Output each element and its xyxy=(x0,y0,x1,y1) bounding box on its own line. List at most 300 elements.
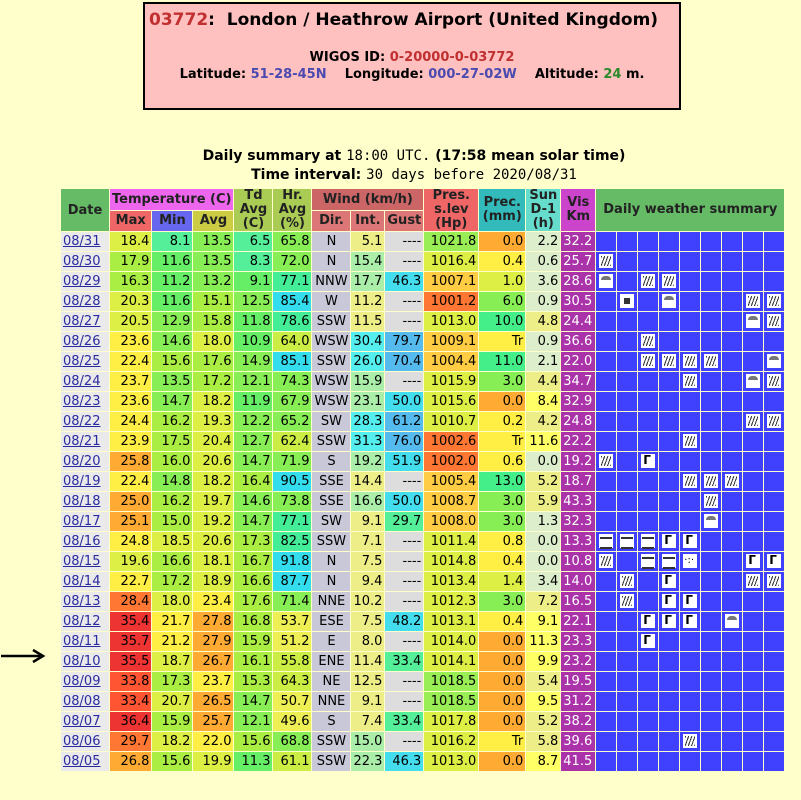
weather-icon-cell xyxy=(722,592,742,611)
table-row xyxy=(61,452,784,471)
weather-icon-cell xyxy=(617,592,637,611)
weather-icon-cell xyxy=(638,552,658,571)
temp-max-cell: 23.6 xyxy=(110,392,151,411)
weather-icon-cell xyxy=(722,652,742,671)
wind-gust-cell: ---- xyxy=(385,532,423,551)
date-link[interactable]: 08/05 xyxy=(63,754,101,769)
wind-gust-cell: ---- xyxy=(385,312,423,331)
table-row xyxy=(61,312,784,331)
weather-icon-cell xyxy=(659,552,679,571)
weather-icon-cell xyxy=(638,272,658,291)
wind-gust-cell: 61.2 xyxy=(385,412,423,431)
weather-icon-cell xyxy=(638,472,658,491)
date-cell xyxy=(61,672,109,691)
wind-gust-cell: 79.7 xyxy=(385,332,423,351)
humidity-cell: 71.4 xyxy=(273,592,311,611)
wind-dir-cell: SSW xyxy=(312,312,350,331)
visibility-cell: 24.8 xyxy=(561,412,595,431)
date-cell xyxy=(61,432,109,451)
weather-icon-cell xyxy=(659,632,679,651)
visibility-cell: 24.4 xyxy=(561,312,595,331)
table-row xyxy=(61,652,784,671)
weather-icon-cell xyxy=(638,412,658,431)
weather-icon-cell xyxy=(596,272,616,291)
weather-icon-cell xyxy=(722,612,742,631)
weather-icon-cell xyxy=(722,252,742,271)
temp-min-cell: 14.6 xyxy=(152,332,192,351)
precipitation-cell: Tr xyxy=(479,332,525,351)
date-cell xyxy=(61,412,109,431)
date-link[interactable]: 08/25 xyxy=(63,354,101,369)
sunshine-cell: 0.9 xyxy=(526,332,560,351)
visibility-cell: 32.9 xyxy=(561,392,595,411)
weather-icon-cell xyxy=(617,372,637,391)
weather-icon-cell xyxy=(680,732,700,751)
weather-icon-cell xyxy=(638,452,658,471)
rain-icon xyxy=(767,314,781,328)
date-link[interactable]: 08/24 xyxy=(63,374,101,389)
weather-icon-cell xyxy=(743,572,763,591)
wind-dir-cell: SSE xyxy=(312,492,350,511)
weather-icon-cell xyxy=(638,692,658,711)
wind-dir-cell: S xyxy=(312,712,350,731)
visibility-cell: 22.2 xyxy=(561,432,595,451)
visibility-cell: 36.6 xyxy=(561,332,595,351)
weather-icon-cell xyxy=(617,412,637,431)
weather-icon-cell xyxy=(596,232,616,251)
rain-icon xyxy=(641,274,655,288)
visibility-cell: 23.3 xyxy=(561,632,595,651)
temp-max-cell: 20.5 xyxy=(110,312,151,331)
rain-icon xyxy=(641,354,655,368)
sunshine-cell: 9.9 xyxy=(526,652,560,671)
temp-min-cell: 16.2 xyxy=(152,412,192,431)
sunshine-cell: 5.2 xyxy=(526,472,560,491)
rain-icon xyxy=(704,354,718,368)
weather-icon-cell xyxy=(764,372,784,391)
date-link[interactable]: 08/20 xyxy=(63,454,101,469)
sunshine-cell: 5.2 xyxy=(526,712,560,731)
weather-icon-cell xyxy=(680,492,700,511)
rain-icon xyxy=(641,334,655,348)
date-link[interactable]: 08/07 xyxy=(63,714,101,729)
weather-icon-cell xyxy=(764,452,784,471)
table-row xyxy=(61,472,784,491)
date-link[interactable]: 08/23 xyxy=(63,394,101,409)
wind-dir-cell: N xyxy=(312,572,350,591)
weather-icon-cell xyxy=(701,492,721,511)
weather-icon-cell xyxy=(596,312,616,331)
weather-icon-cell xyxy=(722,752,742,771)
header-visibility: Vis Km xyxy=(561,189,595,231)
temp-min-cell: 11.2 xyxy=(152,272,192,291)
wind-gust-cell: ---- xyxy=(385,592,423,611)
date-link[interactable]: 08/30 xyxy=(63,254,101,269)
precipitation-cell: 0.2 xyxy=(479,412,525,431)
wind-gust-cell: 50.0 xyxy=(385,392,423,411)
temp-avg-cell: 27.9 xyxy=(193,632,233,651)
date-link[interactable]: 08/12 xyxy=(63,614,101,629)
sunshine-cell: 0.0 xyxy=(526,532,560,551)
weather-icon-cell xyxy=(680,532,700,551)
pressure-cell: 1008.7 xyxy=(424,492,478,511)
humidity-cell: 77.1 xyxy=(273,512,311,531)
rain-icon xyxy=(704,494,718,508)
weather-icon-cell xyxy=(596,632,616,651)
wind-int-cell: 14.4 xyxy=(353,474,383,489)
date-link[interactable]: 08/11 xyxy=(63,634,101,649)
date-link[interactable]: 08/18 xyxy=(63,494,101,509)
header-wind: Wind (km/h) xyxy=(312,189,423,210)
table-row xyxy=(61,352,784,371)
storm-icon xyxy=(662,594,676,608)
weather-icon-cell xyxy=(701,372,721,391)
summary-time: 18:00 UTC. xyxy=(346,148,431,164)
date-link[interactable]: 08/17 xyxy=(63,514,101,529)
date-cell xyxy=(61,312,109,331)
pressure-cell: 1018.5 xyxy=(424,692,478,711)
rain-icon xyxy=(746,294,760,308)
weather-icon-cell xyxy=(596,552,616,571)
temp-avg-cell: 18.1 xyxy=(193,552,233,571)
temp-min-cell: 16.2 xyxy=(152,492,192,511)
weather-icon-cell xyxy=(596,432,616,451)
visibility-cell: 38.2 xyxy=(561,712,595,731)
weather-icon-cell xyxy=(659,412,679,431)
visibility-cell: 32.3 xyxy=(561,512,595,531)
weather-icon-cell xyxy=(638,612,658,631)
weather-icon-cell xyxy=(617,692,637,711)
weather-icon-cell xyxy=(701,592,721,611)
date-link[interactable]: 08/19 xyxy=(63,474,101,489)
longitude-label: Longitude: xyxy=(344,67,424,82)
weather-icon-cell xyxy=(659,492,679,511)
weather-icon-cell xyxy=(764,432,784,451)
humidity-cell: 53.7 xyxy=(273,612,311,631)
date-link[interactable]: 08/31 xyxy=(63,234,101,249)
weather-icon-cell xyxy=(743,232,763,251)
temp-min-cell: 15.0 xyxy=(152,512,192,531)
weather-icon-cell xyxy=(680,672,700,691)
sunshine-cell: 7.2 xyxy=(526,592,560,611)
storm-icon xyxy=(662,534,676,548)
weather-icon-cell xyxy=(617,312,637,331)
date-link[interactable]: 08/10 xyxy=(63,654,101,669)
weather-icon-cell xyxy=(596,712,616,731)
wind-dir-cell: SSW xyxy=(312,352,350,371)
weather-icon-cell xyxy=(722,572,742,591)
td-avg-cell: 14.6 xyxy=(234,492,272,511)
date-cell xyxy=(61,392,109,411)
temp-min-cell: 14.7 xyxy=(152,392,192,411)
weather-icon-cell xyxy=(680,572,700,591)
weather-icon-cell xyxy=(764,612,784,631)
weather-icon-cell xyxy=(722,492,742,511)
pressure-cell: 1017.8 xyxy=(424,712,478,731)
rain-icon xyxy=(704,474,718,488)
temp-avg-cell: 27.8 xyxy=(193,612,233,631)
temp-min-cell: 18.0 xyxy=(152,592,192,611)
humidity-cell: 90.5 xyxy=(273,472,311,491)
weather-icon-cell xyxy=(701,272,721,291)
weather-icon-cell xyxy=(764,752,784,771)
weather-icon-cell xyxy=(701,752,721,771)
temp-min-cell: 15.6 xyxy=(152,752,192,771)
header-precipitation: Prec. (mm) xyxy=(479,189,525,231)
weather-icon-cell xyxy=(638,712,658,731)
humidity-cell: 73.8 xyxy=(273,492,311,511)
wind-gust-cell: 50.0 xyxy=(385,492,423,511)
rain-icon xyxy=(599,554,613,568)
pressure-cell: 1013.0 xyxy=(424,312,478,331)
weather-icon-cell xyxy=(596,732,616,751)
wind-gust-cell: ---- xyxy=(385,672,423,691)
wind-int-cell: 11.4 xyxy=(353,654,383,669)
temp-max-cell: 24.4 xyxy=(110,412,151,431)
sunshine-cell: 8.4 xyxy=(526,392,560,411)
pressure-cell: 1002.6 xyxy=(424,432,478,451)
humidity-cell: 55.8 xyxy=(273,652,311,671)
weather-icon-cell xyxy=(722,332,742,351)
wind-gust-cell: ---- xyxy=(385,732,423,751)
td-avg-cell: 15.3 xyxy=(234,672,272,691)
precipitation-cell: 10.0 xyxy=(479,312,525,331)
weather-icon-cell xyxy=(743,532,763,551)
sunshine-cell: 11.6 xyxy=(526,432,560,451)
weather-icon-cell xyxy=(701,432,721,451)
altitude-unit: m. xyxy=(625,67,645,82)
wind-gust-cell: ---- xyxy=(385,692,423,711)
visibility-cell: 31.2 xyxy=(561,692,595,711)
weather-icon-cell xyxy=(638,752,658,771)
weather-icon-cell xyxy=(764,472,784,491)
date-link[interactable]: 08/06 xyxy=(63,734,101,749)
visibility-cell: 14.0 xyxy=(561,572,595,591)
weather-icon-cell xyxy=(743,612,763,631)
summary-interval: 30 days before 2020/08/31 xyxy=(366,167,577,183)
temp-avg-cell: 13.5 xyxy=(193,232,233,251)
temp-min-cell: 16.0 xyxy=(152,452,192,471)
weather-icon-cell xyxy=(617,232,637,251)
temp-max-cell: 33.8 xyxy=(110,672,151,691)
precipitation-cell: 6.0 xyxy=(479,292,525,311)
weather-icon-cell xyxy=(659,512,679,531)
weather-icon-cell xyxy=(680,472,700,491)
weather-icon-cell xyxy=(722,352,742,371)
rain-icon xyxy=(683,354,697,368)
weather-icon-cell xyxy=(617,572,637,591)
weather-icon-cell xyxy=(680,412,700,431)
date-link[interactable]: 08/13 xyxy=(63,594,101,609)
wind-dir-cell: SSW xyxy=(312,732,350,751)
pressure-cell: 1015.9 xyxy=(424,372,478,391)
precipitation-cell: 0.0 xyxy=(479,672,525,691)
table-row xyxy=(61,272,784,291)
weather-icon-cell xyxy=(596,512,616,531)
temp-max-cell: 36.4 xyxy=(110,712,151,731)
temp-min-cell: 16.6 xyxy=(152,552,192,571)
weather-icon-cell xyxy=(638,432,658,451)
weather-icon-cell xyxy=(596,592,616,611)
date-cell xyxy=(61,452,109,471)
table-row xyxy=(61,252,784,271)
header-int: Int. xyxy=(351,211,384,232)
weather-icon-cell xyxy=(722,432,742,451)
shower-icon xyxy=(746,314,760,328)
temp-avg-cell: 19.9 xyxy=(193,752,233,771)
sunshine-cell: 9.1 xyxy=(526,612,560,631)
date-link[interactable]: 08/15 xyxy=(63,554,101,569)
weather-icon-cell xyxy=(617,552,637,571)
date-link[interactable]: 08/27 xyxy=(63,314,101,329)
weather-icon-cell xyxy=(617,392,637,411)
weather-icon-cell xyxy=(617,472,637,491)
visibility-cell: 28.6 xyxy=(561,272,595,291)
visibility-cell: 34.7 xyxy=(561,372,595,391)
precipitation-cell: Tr xyxy=(479,732,525,751)
temp-min-cell: 21.2 xyxy=(152,632,192,651)
weather-icon-cell xyxy=(659,352,679,371)
storm-icon xyxy=(746,554,760,568)
visibility-cell: 19.2 xyxy=(561,452,595,471)
visibility-cell: 41.5 xyxy=(561,752,595,771)
visibility-cell: 22.0 xyxy=(561,352,595,371)
pressure-cell: 1013.4 xyxy=(424,572,478,591)
temp-avg-cell: 19.2 xyxy=(193,512,233,531)
humidity-cell: 78.6 xyxy=(273,312,311,331)
wind-int-cell: 19.2 xyxy=(353,454,383,469)
date-cell xyxy=(61,472,109,491)
sunshine-cell: 11.3 xyxy=(526,632,560,651)
wind-dir-cell: WSW xyxy=(314,374,349,389)
weather-icon-cell xyxy=(764,572,784,591)
humidity-cell: 64.0 xyxy=(273,332,311,351)
weather-icon-cell xyxy=(701,672,721,691)
precipitation-cell: 0.4 xyxy=(479,252,525,271)
weather-icon-cell xyxy=(722,532,742,551)
weather-icon-cell xyxy=(743,332,763,351)
humidity-cell: 77.1 xyxy=(273,272,311,291)
td-avg-cell: 15.6 xyxy=(234,732,272,751)
date-link[interactable]: 08/28 xyxy=(63,294,101,309)
weather-icon-cell xyxy=(638,732,658,751)
date-link[interactable]: 08/21 xyxy=(63,434,101,449)
precipitation-cell: 3.0 xyxy=(479,592,525,611)
wind-dir-cell: S xyxy=(312,452,350,471)
date-link[interactable]: 08/26 xyxy=(63,334,101,349)
weather-icon-cell xyxy=(743,392,763,411)
haze-icon xyxy=(641,554,655,568)
weather-icon-cell xyxy=(596,292,616,311)
storm-icon xyxy=(641,634,655,648)
weather-icon-cell xyxy=(596,492,616,511)
td-avg-cell: 11.3 xyxy=(234,752,272,771)
humidity-cell: 72.0 xyxy=(273,252,311,271)
weather-icon-cell xyxy=(680,232,700,251)
weather-icon-cell xyxy=(638,672,658,691)
date-cell xyxy=(61,572,109,591)
sunshine-cell: 0.0 xyxy=(526,552,560,571)
temp-max-cell: 26.8 xyxy=(110,752,151,771)
wind-int-cell: 7.5 xyxy=(351,552,384,571)
rain-icon xyxy=(767,414,781,428)
precipitation-cell: 11.0 xyxy=(479,352,525,371)
rain-icon xyxy=(599,254,613,268)
humidity-cell: 85.4 xyxy=(273,292,311,311)
weather-icon-cell xyxy=(764,652,784,671)
wind-gust-cell: 33.4 xyxy=(385,712,423,731)
wind-gust-cell: 46.3 xyxy=(385,272,423,291)
wind-int-cell: 10.2 xyxy=(353,594,383,609)
header-min: Min xyxy=(152,211,192,232)
date-link[interactable]: 08/09 xyxy=(63,674,101,689)
weather-icon-cell xyxy=(743,472,763,491)
pressure-cell: 1005.4 xyxy=(424,472,478,491)
wind-dir-cell: WSW xyxy=(314,334,349,349)
pressure-cell: 1008.0 xyxy=(424,512,478,531)
date-cell xyxy=(61,372,109,391)
table-row xyxy=(61,432,784,451)
weather-icon-cell xyxy=(596,672,616,691)
weather-icon-cell xyxy=(701,472,721,491)
weather-icon-cell xyxy=(617,332,637,351)
temp-avg-cell: 18.2 xyxy=(193,472,233,491)
humidity-cell: 61.1 xyxy=(273,752,311,771)
weather-icon-cell xyxy=(596,452,616,471)
date-cell xyxy=(61,272,109,291)
shower-icon xyxy=(704,514,718,528)
weather-icon-cell xyxy=(680,392,700,411)
visibility-cell: 18.7 xyxy=(561,472,595,491)
table-row xyxy=(61,612,784,631)
weather-icon-cell xyxy=(680,692,700,711)
date-cell xyxy=(61,352,109,371)
rain-icon xyxy=(620,594,634,608)
table-row xyxy=(61,592,784,611)
weather-icon-cell xyxy=(596,252,616,271)
weather-icon-cell xyxy=(680,272,700,291)
weather-icon-cell xyxy=(743,632,763,651)
date-link[interactable]: 08/22 xyxy=(63,414,101,429)
date-link[interactable]: 08/29 xyxy=(63,274,101,289)
date-link[interactable]: 08/14 xyxy=(63,574,101,589)
weather-icon-cell xyxy=(701,692,721,711)
date-link[interactable]: 08/16 xyxy=(63,534,101,549)
weather-icon-cell xyxy=(659,692,679,711)
temp-min-cell: 11.6 xyxy=(152,292,192,311)
pressure-cell: 1002.0 xyxy=(424,452,478,471)
date-link[interactable]: 08/08 xyxy=(63,694,101,709)
weather-icon-cell xyxy=(617,512,637,531)
pressure-cell: 1012.3 xyxy=(424,592,478,611)
td-avg-cell: 10.9 xyxy=(234,332,272,351)
weather-icon-cell xyxy=(701,452,721,471)
temp-avg-cell: 23.7 xyxy=(193,672,233,691)
rain-icon xyxy=(767,574,781,588)
weather-icon-cell xyxy=(743,692,763,711)
weather-icon-cell xyxy=(722,512,742,531)
table-row xyxy=(61,492,784,511)
precipitation-cell: 0.0 xyxy=(479,692,525,711)
haze-icon xyxy=(662,554,676,568)
wind-int-cell: 31.3 xyxy=(353,434,383,449)
date-cell xyxy=(61,332,109,351)
header-gust: Gust xyxy=(385,211,423,232)
temp-min-cell: 8.1 xyxy=(152,232,192,251)
weather-icon-cell xyxy=(659,752,679,771)
precipitation-cell: Tr xyxy=(479,432,525,451)
weather-icon-cell xyxy=(680,512,700,531)
